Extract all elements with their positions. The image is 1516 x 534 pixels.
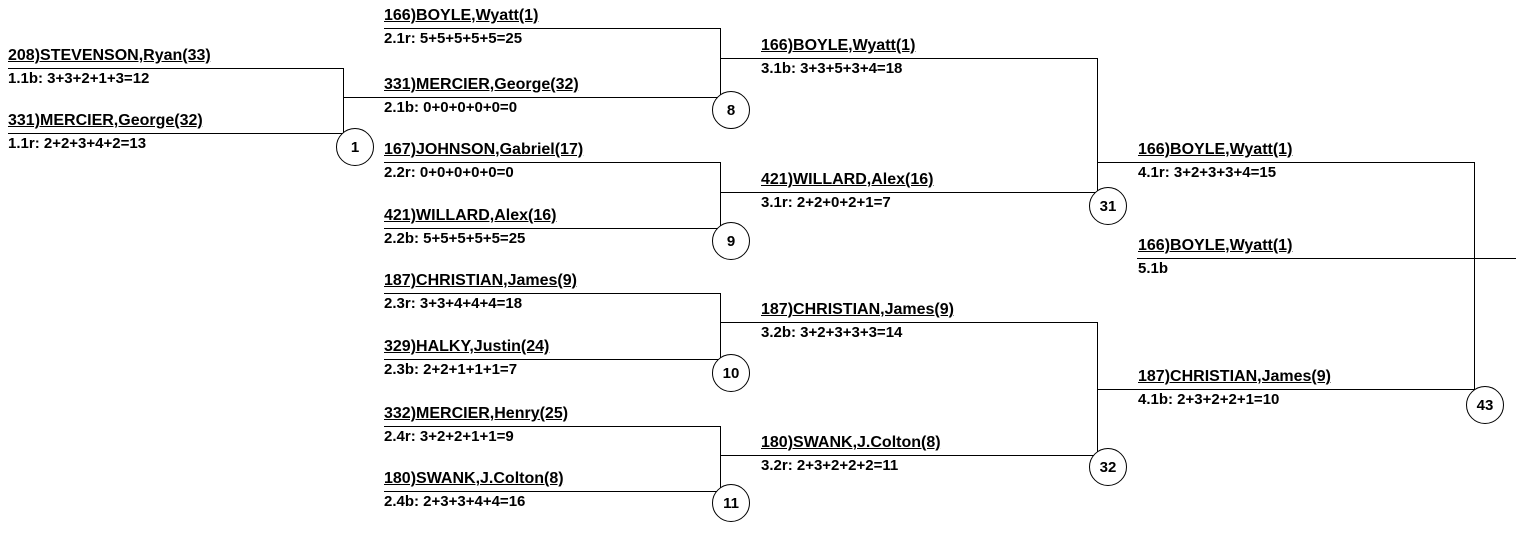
r3-bout31-bottom-wrestler: 421)WILLARD,Alex(16) [761, 171, 934, 188]
r3-bout31-top-score: 3.1b: 3+3+5+3+4=18 [761, 60, 903, 77]
r2-bout11-top-score: 2.4r: 3+2+2+1+1=9 [384, 428, 514, 445]
r2-bout11-bottom-wrestler: 180)SWANK,J.Colton(8) [384, 470, 564, 487]
r2-bout11-top-wrestler: 332)MERCIER,Henry(25) [384, 405, 569, 422]
bout-number: 10 [712, 354, 750, 392]
bout-number: 11 [712, 484, 750, 522]
r4-bout43-top-wrestler: 166)BOYLE,Wyatt(1) [1138, 141, 1293, 158]
r3-bout32-top-score: 3.2b: 3+2+3+3+3=14 [761, 324, 903, 341]
r1-top-score: 1.1b: 3+3+2+1+3=12 [8, 70, 150, 87]
r2-bout8-bottom-score: 2.1b: 0+0+0+0+0=0 [384, 99, 518, 116]
r2-bout9-bottom-wrestler: 421)WILLARD,Alex(16) [384, 207, 557, 224]
bout-number: 43 [1466, 386, 1504, 424]
r3-bout32-bottom-score: 3.2r: 2+3+2+2+2=11 [761, 457, 899, 474]
r2-bout9-bottom-score: 2.2b: 5+5+5+5+5=25 [384, 230, 526, 247]
r1-bottom-score: 1.1r: 2+2+3+4+2=13 [8, 135, 147, 152]
champion-score: 5.1b [1138, 260, 1169, 277]
r2-bout10-top-score: 2.3r: 3+3+4+4+4=18 [384, 295, 523, 312]
bout-number: 9 [712, 222, 750, 260]
bout-number: 8 [712, 91, 750, 129]
r2-bout10-bottom-score: 2.3b: 2+2+1+1+1=7 [384, 361, 518, 378]
bout-number: 32 [1089, 448, 1127, 486]
r1-top-wrestler: 208)STEVENSON,Ryan(33) [8, 47, 211, 64]
r4-bout43-bottom-score: 4.1b: 2+3+2+2+1=10 [1138, 391, 1280, 408]
r2-bout9-top-score: 2.2r: 0+0+0+0+0=0 [384, 164, 514, 181]
r2-bout8-bottom-wrestler: 331)MERCIER,George(32) [384, 76, 579, 93]
r2-bout8-top-score: 2.1r: 5+5+5+5+5=25 [384, 30, 523, 47]
r4-bout43-top-score: 4.1r: 3+2+3+3+4=15 [1138, 164, 1277, 181]
r2-bout9-top-wrestler: 167)JOHNSON,Gabriel(17) [384, 141, 584, 158]
r3-bout32-top-wrestler: 187)CHRISTIAN,James(9) [761, 301, 954, 318]
r2-bout11-bottom-score: 2.4b: 2+3+3+4+4=16 [384, 493, 526, 510]
champion-wrestler: 166)BOYLE,Wyatt(1) [1138, 237, 1293, 254]
r2-bout10-bottom-wrestler: 329)HALKY,Justin(24) [384, 338, 550, 355]
r3-bout31-top-wrestler: 166)BOYLE,Wyatt(1) [761, 37, 916, 54]
r3-bout32-bottom-wrestler: 180)SWANK,J.Colton(8) [761, 434, 941, 451]
bout-number: 1 [336, 128, 374, 166]
r4-bout43-bottom-wrestler: 187)CHRISTIAN,James(9) [1138, 368, 1331, 385]
r3-bout31-bottom-score: 3.1r: 2+2+0+2+1=7 [761, 194, 891, 211]
r2-bout10-top-wrestler: 187)CHRISTIAN,James(9) [384, 272, 577, 289]
r1-bottom-wrestler: 331)MERCIER,George(32) [8, 112, 203, 129]
bout-number: 31 [1089, 187, 1127, 225]
r2-bout8-top-wrestler: 166)BOYLE,Wyatt(1) [384, 7, 539, 24]
